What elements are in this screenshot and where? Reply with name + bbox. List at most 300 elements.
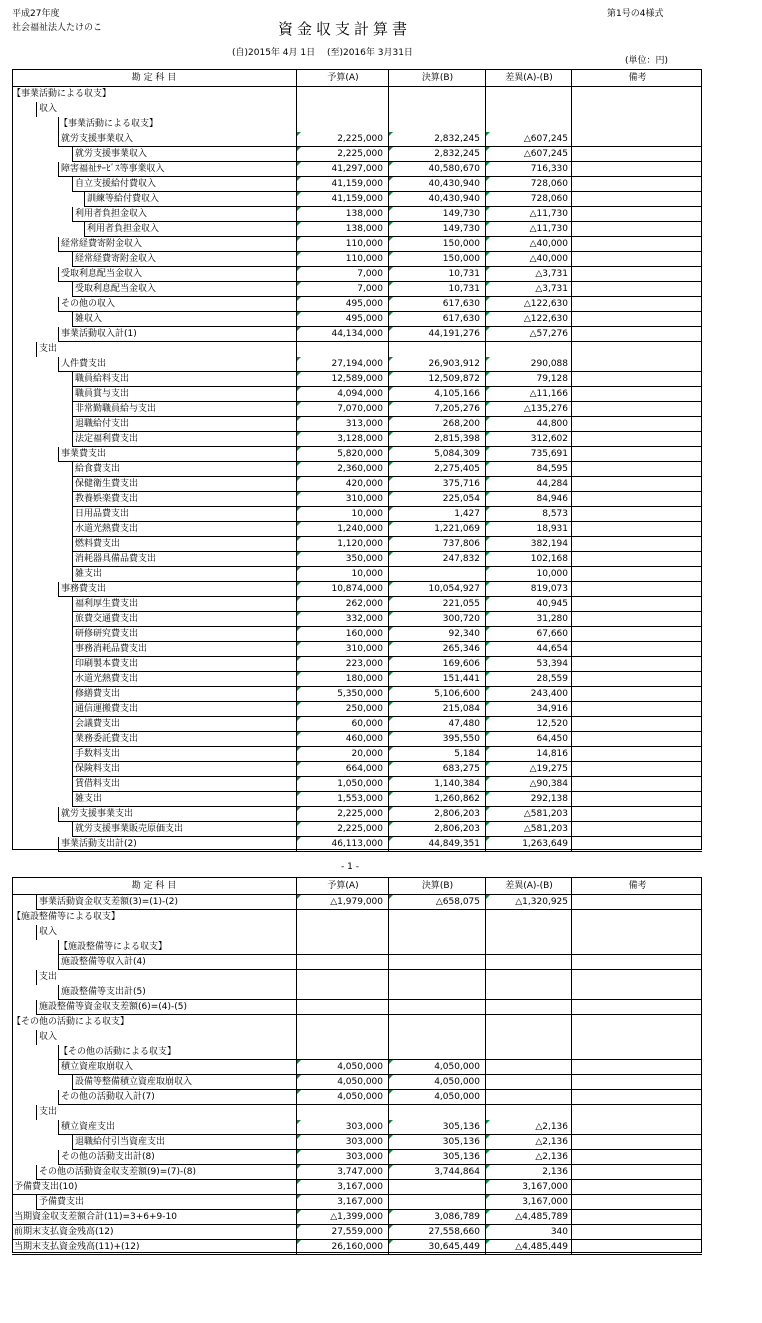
account-name: 当期末支払資金残高(11)+(12) [14, 1242, 140, 1252]
note-value [571, 955, 702, 970]
note-value [571, 1105, 702, 1120]
account-cell [12, 762, 296, 777]
note-value [571, 327, 702, 342]
settlement-value: 2,832,245 [388, 132, 485, 147]
account-cell [12, 1030, 296, 1045]
account-name: 法定福利費支出 [75, 434, 139, 444]
account-name: 施設整備等収入計(4) [61, 957, 146, 967]
account-cell [12, 432, 296, 447]
account-name: 雑支出 [75, 794, 103, 804]
budget-value: 7,000 [296, 267, 388, 282]
note-value [571, 1210, 702, 1225]
note-value [571, 657, 702, 672]
account-cell [12, 537, 296, 552]
settlement-value: 1,140,384 [388, 777, 485, 792]
settlement-value: 150,000 [388, 237, 485, 252]
note-value [571, 642, 702, 657]
column-divider [388, 877, 389, 1253]
table-row [12, 87, 702, 102]
budget-value: 2,225,000 [296, 147, 388, 162]
account-cell [12, 837, 296, 852]
table-row [12, 597, 702, 612]
table-row [12, 672, 702, 687]
difference-value: 340 [485, 1225, 571, 1240]
account-name: 利用者負担金収入 [75, 209, 148, 219]
difference-value: 728,060 [485, 192, 571, 207]
budget-value: 27,559,000 [296, 1225, 388, 1240]
note-value [571, 522, 702, 537]
difference-value: △135,276 [485, 402, 571, 417]
settlement-value [388, 1105, 485, 1120]
difference-value: 716,330 [485, 162, 571, 177]
account-name: 支出 [39, 1107, 58, 1117]
account-cell [12, 1135, 296, 1150]
account-name: 事務費支出 [61, 584, 107, 594]
table-row [12, 447, 702, 462]
difference-value: 12,520 [485, 717, 571, 732]
settlement-value: 268,200 [388, 417, 485, 432]
account-name: 利用者負担金収入 [87, 224, 160, 234]
account-name: 【その他の活動による収支】 [12, 1017, 130, 1027]
note-value [571, 537, 702, 552]
account-name: 事務消耗品費支出 [75, 644, 148, 654]
budget-value: 5,820,000 [296, 447, 388, 462]
note-value [571, 910, 702, 925]
account-name: 積立資産支出 [61, 1122, 116, 1132]
table-row [12, 1045, 702, 1060]
account-name: 予備費支出 [39, 1197, 85, 1207]
table-row [12, 342, 702, 357]
difference-value: △40,000 [485, 237, 571, 252]
table-row [12, 327, 702, 342]
table-row [12, 1195, 702, 1210]
account-cell [12, 417, 296, 432]
settlement-value: 3,086,789 [388, 1210, 485, 1225]
budget-value: 1,240,000 [296, 522, 388, 537]
settlement-value: 305,136 [388, 1135, 485, 1150]
difference-value: 40,945 [485, 597, 571, 612]
difference-value: 14,816 [485, 747, 571, 762]
account-cell [12, 1105, 296, 1120]
note-value [571, 132, 702, 147]
settlement-value: 737,806 [388, 537, 485, 552]
account-cell [12, 117, 296, 132]
table-row [12, 552, 702, 567]
settlement-value [388, 1015, 485, 1030]
budget-value [296, 117, 388, 132]
table-row [12, 1165, 702, 1180]
account-cell [12, 1165, 296, 1180]
settlement-value: 4,050,000 [388, 1090, 485, 1105]
note-value [571, 177, 702, 192]
table-row [12, 747, 702, 762]
note-value [571, 672, 702, 687]
budget-value: 3,128,000 [296, 432, 388, 447]
difference-value: △57,276 [485, 327, 571, 342]
settlement-value [388, 1180, 485, 1195]
settlement-value: 1,427 [388, 507, 485, 522]
difference-value: 312,602 [485, 432, 571, 447]
budget-value: 495,000 [296, 312, 388, 327]
difference-value: △90,384 [485, 777, 571, 792]
table-row [12, 822, 702, 837]
budget-value: 3,747,000 [296, 1165, 388, 1180]
account-cell [12, 642, 296, 657]
page-number: - 1 - [341, 862, 359, 872]
settlement-value: 4,105,166 [388, 387, 485, 402]
account-cell [12, 327, 296, 342]
account-cell [12, 955, 296, 970]
table-row [12, 387, 702, 402]
note-value [571, 1060, 702, 1075]
settlement-value: 2,806,203 [388, 822, 485, 837]
settlement-value: 247,832 [388, 552, 485, 567]
account-cell [12, 672, 296, 687]
table-row [12, 1060, 702, 1075]
difference-value: △122,630 [485, 312, 571, 327]
budget-value: 27,194,000 [296, 357, 388, 372]
settlement-value [388, 87, 485, 102]
header-account: 勘 定 科 目 [131, 881, 177, 891]
note-value [571, 1240, 702, 1255]
difference-value [485, 1075, 571, 1090]
account-cell [12, 132, 296, 147]
settlement-value: 265,346 [388, 642, 485, 657]
table-row [12, 1090, 702, 1105]
budget-value: 313,000 [296, 417, 388, 432]
budget-value: 26,160,000 [296, 1240, 388, 1255]
note-value [571, 837, 702, 852]
fiscal-year: 平成27年度 [12, 9, 60, 19]
settlement-value: 215,084 [388, 702, 485, 717]
settlement-value: 305,136 [388, 1120, 485, 1135]
note-value [571, 1015, 702, 1030]
account-name: 職員給料支出 [75, 374, 130, 384]
cash-flow-table-page2 [12, 877, 702, 1255]
header-settlement: 決算(B) [388, 878, 486, 894]
account-cell [12, 447, 296, 462]
settlement-value: 40,430,940 [388, 177, 485, 192]
budget-value: 7,000 [296, 282, 388, 297]
account-name: 雑収入 [75, 314, 103, 324]
settlement-value: 10,731 [388, 267, 485, 282]
account-cell [12, 777, 296, 792]
table-row [12, 567, 702, 582]
account-name: 非常勤職員給与支出 [75, 404, 157, 414]
account-name: 水道光熱費支出 [75, 674, 139, 684]
difference-value: 64,450 [485, 732, 571, 747]
settlement-value: 169,606 [388, 657, 485, 672]
header-settlement: 決算(B) [388, 70, 486, 86]
account-cell [12, 402, 296, 417]
account-cell [12, 1000, 296, 1015]
account-cell [12, 657, 296, 672]
table-row [12, 1150, 702, 1165]
account-name: 支出 [39, 972, 58, 982]
account-name: 手数料支出 [75, 749, 121, 759]
budget-value: 3,167,000 [296, 1195, 388, 1210]
table-header [12, 877, 702, 895]
account-cell [12, 627, 296, 642]
account-name: 設備等整備積立資産取崩収入 [75, 1077, 193, 1087]
table-row [12, 192, 702, 207]
settlement-value: 30,645,449 [388, 1240, 485, 1255]
budget-value: 350,000 [296, 552, 388, 567]
account-cell [12, 807, 296, 822]
budget-value: 2,360,000 [296, 462, 388, 477]
header-budget: 予算(A) [296, 70, 389, 86]
account-cell [12, 342, 296, 357]
table-row [12, 477, 702, 492]
budget-value [296, 925, 388, 940]
account-name: その他の活動資金収支差額(9)=(7)-(8) [39, 1167, 197, 1177]
budget-value: 4,050,000 [296, 1090, 388, 1105]
budget-value: 262,000 [296, 597, 388, 612]
budget-value: 310,000 [296, 492, 388, 507]
budget-value [296, 342, 388, 357]
account-cell [12, 1240, 296, 1255]
budget-value: △1,979,000 [296, 895, 388, 910]
account-name: 燃料費支出 [75, 539, 121, 549]
account-name: 【事業活動による収支】 [59, 119, 159, 129]
table-row [12, 177, 702, 192]
account-cell [12, 612, 296, 627]
budget-value [296, 1030, 388, 1045]
account-cell [12, 222, 296, 237]
note-value [571, 1075, 702, 1090]
note-value [571, 567, 702, 582]
budget-value: 12,589,000 [296, 372, 388, 387]
settlement-value: 683,275 [388, 762, 485, 777]
difference-value: △40,000 [485, 252, 571, 267]
settlement-value [388, 567, 485, 582]
difference-value [485, 1060, 571, 1075]
note-value [571, 477, 702, 492]
table-row [12, 910, 702, 925]
difference-value: △19,275 [485, 762, 571, 777]
table-row [12, 582, 702, 597]
account-cell [12, 1195, 296, 1210]
budget-value: 3,167,000 [296, 1180, 388, 1195]
table-body [12, 87, 702, 852]
settlement-value [388, 1000, 485, 1015]
account-name: 【その他の活動による収支】 [59, 1047, 177, 1057]
table-row [12, 402, 702, 417]
account-name: 事業活動収入計(1) [61, 329, 137, 339]
table-row [12, 537, 702, 552]
document-title: 資金収支計算書 [278, 20, 412, 38]
table-row [12, 147, 702, 162]
budget-value: 138,000 [296, 207, 388, 222]
budget-value: 420,000 [296, 477, 388, 492]
settlement-value: 26,903,912 [388, 357, 485, 372]
note-value [571, 492, 702, 507]
settlement-value [388, 955, 485, 970]
table-row [12, 462, 702, 477]
difference-value: △581,203 [485, 822, 571, 837]
note-value [571, 372, 702, 387]
account-name: 収入 [39, 927, 58, 937]
account-name: 旅費交通費支出 [75, 614, 139, 624]
account-cell [12, 282, 296, 297]
difference-value: △2,136 [485, 1120, 571, 1135]
account-name: 施設整備等支出計(5) [61, 987, 146, 997]
difference-value: 3,167,000 [485, 1180, 571, 1195]
settlement-value: 2,806,203 [388, 807, 485, 822]
difference-value: △4,485,449 [485, 1240, 571, 1255]
table-row [12, 970, 702, 985]
settlement-value: 225,054 [388, 492, 485, 507]
note-value [571, 1225, 702, 1240]
note-value [571, 357, 702, 372]
settlement-value: △658,075 [388, 895, 485, 910]
settlement-value: 44,191,276 [388, 327, 485, 342]
budget-value: 7,070,000 [296, 402, 388, 417]
note-value [571, 1150, 702, 1165]
account-cell [12, 1225, 296, 1240]
settlement-value [388, 985, 485, 1000]
note-value [571, 612, 702, 627]
budget-value: 250,000 [296, 702, 388, 717]
difference-value: 67,660 [485, 627, 571, 642]
difference-value [485, 970, 571, 985]
note-value [571, 1090, 702, 1105]
account-name: 支出 [39, 344, 58, 354]
budget-value: 4,094,000 [296, 387, 388, 402]
account-cell [12, 1120, 296, 1135]
account-cell [12, 552, 296, 567]
note-value [571, 895, 702, 910]
table-row [12, 837, 702, 852]
account-cell [12, 1060, 296, 1075]
difference-value [485, 117, 571, 132]
account-name: 就労支援事業支出 [61, 809, 134, 819]
table-row [12, 777, 702, 792]
settlement-value: 5,106,600 [388, 687, 485, 702]
table-row [12, 312, 702, 327]
column-divider [296, 877, 297, 1253]
difference-value: △3,731 [485, 267, 571, 282]
settlement-value: 1,260,862 [388, 792, 485, 807]
header-budget: 予算(A) [296, 878, 389, 894]
table-row [12, 1105, 702, 1120]
account-name: 退職給付支出 [75, 419, 130, 429]
table-row [12, 1225, 702, 1240]
table-row [12, 237, 702, 252]
account-cell [12, 940, 296, 955]
difference-value: 34,916 [485, 702, 571, 717]
account-name: 研修研究費支出 [75, 629, 139, 639]
account-name: 収入 [39, 1032, 58, 1042]
table-row [12, 985, 702, 1000]
table-row [12, 1240, 702, 1255]
note-value [571, 732, 702, 747]
column-divider [485, 69, 486, 850]
note-value [571, 940, 702, 955]
account-name: 受取利息配当金収入 [75, 284, 157, 294]
note-value [571, 552, 702, 567]
difference-value: △1,320,925 [485, 895, 571, 910]
budget-value: 2,225,000 [296, 132, 388, 147]
settlement-value: 7,205,276 [388, 402, 485, 417]
account-cell [12, 237, 296, 252]
settlement-value: 27,558,660 [388, 1225, 485, 1240]
budget-value: 460,000 [296, 732, 388, 747]
account-cell [12, 1210, 296, 1225]
account-name: 業務委託費支出 [75, 734, 139, 744]
account-name: 給食費支出 [75, 464, 121, 474]
difference-value: 8,573 [485, 507, 571, 522]
difference-value [485, 342, 571, 357]
note-value [571, 192, 702, 207]
budget-value: 664,000 [296, 762, 388, 777]
table-row [12, 102, 702, 117]
settlement-value: 305,136 [388, 1150, 485, 1165]
account-cell [12, 597, 296, 612]
account-cell [12, 925, 296, 940]
account-cell [12, 985, 296, 1000]
note-value [571, 1195, 702, 1210]
account-cell [12, 387, 296, 402]
account-name: 当期資金収支差額合計(11)=3+6+9-10 [14, 1212, 177, 1222]
table-row [12, 117, 702, 132]
account-name: 消耗器具備品費支出 [75, 554, 157, 564]
budget-value [296, 1105, 388, 1120]
account-cell [12, 1015, 296, 1030]
table-row [12, 1015, 702, 1030]
difference-value [485, 910, 571, 925]
difference-value: 18,931 [485, 522, 571, 537]
column-divider [296, 69, 297, 850]
settlement-value [388, 1045, 485, 1060]
account-name: 【施設整備等による収支】 [59, 942, 168, 952]
budget-value: 5,350,000 [296, 687, 388, 702]
account-name: 教養娯楽費支出 [75, 494, 139, 504]
difference-value: △11,730 [485, 222, 571, 237]
note-value [571, 970, 702, 985]
account-name: 保険料支出 [75, 764, 121, 774]
account-name: 積立資産取崩収入 [61, 1062, 134, 1072]
table-row [12, 207, 702, 222]
account-cell [12, 717, 296, 732]
account-name: 【施設整備等による収支】 [12, 912, 121, 922]
account-cell [12, 357, 296, 372]
note-value [571, 207, 702, 222]
settlement-value: 617,630 [388, 312, 485, 327]
header-note: 備考 [571, 70, 703, 86]
note-value [571, 822, 702, 837]
account-cell [12, 267, 296, 282]
difference-value: 102,168 [485, 552, 571, 567]
note-value [571, 342, 702, 357]
table-row [12, 687, 702, 702]
budget-value: 303,000 [296, 1135, 388, 1150]
account-cell [12, 477, 296, 492]
account-name: 経常経費寄附金収入 [75, 254, 157, 264]
account-name: 訓練等給付費収入 [87, 194, 160, 204]
difference-value [485, 1000, 571, 1015]
header-difference: 差異(A)-(B) [485, 878, 572, 894]
account-cell [12, 747, 296, 762]
table-row [12, 267, 702, 282]
budget-value: 10,000 [296, 567, 388, 582]
difference-value: 292,138 [485, 792, 571, 807]
note-value [571, 417, 702, 432]
column-divider [485, 877, 486, 1253]
budget-value: 60,000 [296, 717, 388, 732]
account-cell [12, 147, 296, 162]
column-divider [571, 69, 572, 850]
